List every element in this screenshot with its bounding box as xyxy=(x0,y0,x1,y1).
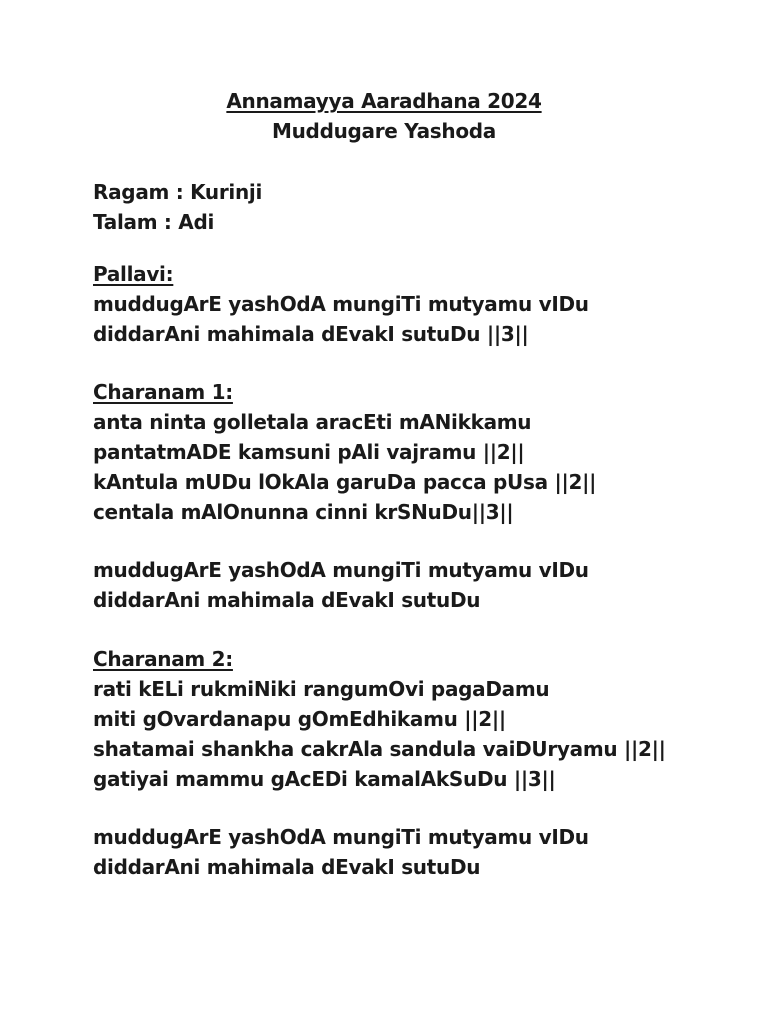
charanam2-section xyxy=(93,644,753,794)
charanam2-heading: Charanam 2: xyxy=(93,647,233,671)
lyric-line: muddugArE yashOdA mungiTi mutyamu vIDu xyxy=(93,292,589,316)
refrain2-section xyxy=(93,822,753,882)
lyric-line: diddarAni mahimala dEvakI sutuDu ||3|| xyxy=(93,322,529,346)
lyric-line: rati kELi rukmiNiki rangumOvi pagaDamu xyxy=(93,677,550,701)
raga-tala-info xyxy=(93,177,753,237)
lyric-line: shatamai shankha cakrAla sandula vaiDUryamu ||2|| xyxy=(93,737,666,761)
lyric-line: kAntula mUDu lOkAla garuDa pacca pUsa ||2|| xyxy=(93,470,597,494)
lyric-line: miti gOvardanapu gOmEdhikamu ||2|| xyxy=(93,707,506,731)
lyric-line: gatiyai mammu gAcEDi kamalAkSuDu ||3|| xyxy=(93,767,556,791)
lyric-line: anta ninta golletala aracEti mANikkamu xyxy=(93,410,532,434)
lyric-line: centala mAlOnunna cinni krSNuDu||3|| xyxy=(93,500,514,524)
lyric-line: diddarAni mahimala dEvakI sutuDu xyxy=(93,855,481,879)
ragam-line: Ragam : Kurinji xyxy=(93,180,263,204)
page-title: Annamayya Aaradhana 2024 xyxy=(226,89,542,113)
lyric-line: muddugArE yashOdA mungiTi mutyamu vIDu xyxy=(93,825,589,849)
song-title: Muddugare Yashoda xyxy=(272,119,496,143)
pallavi-heading: Pallavi: xyxy=(93,262,174,286)
lyric-line: muddugArE yashOdA mungiTi mutyamu vIDu xyxy=(93,558,589,582)
talam-line: Talam : Adi xyxy=(93,210,215,234)
pallavi-section xyxy=(93,259,753,349)
charanam1-heading: Charanam 1: xyxy=(93,380,233,404)
charanam1-section xyxy=(93,377,753,527)
lyric-line: pantatmADE kamsuni pAli vajramu ||2|| xyxy=(93,440,525,464)
refrain1-section xyxy=(93,555,753,615)
lyric-line: diddarAni mahimala dEvakI sutuDu xyxy=(93,588,481,612)
